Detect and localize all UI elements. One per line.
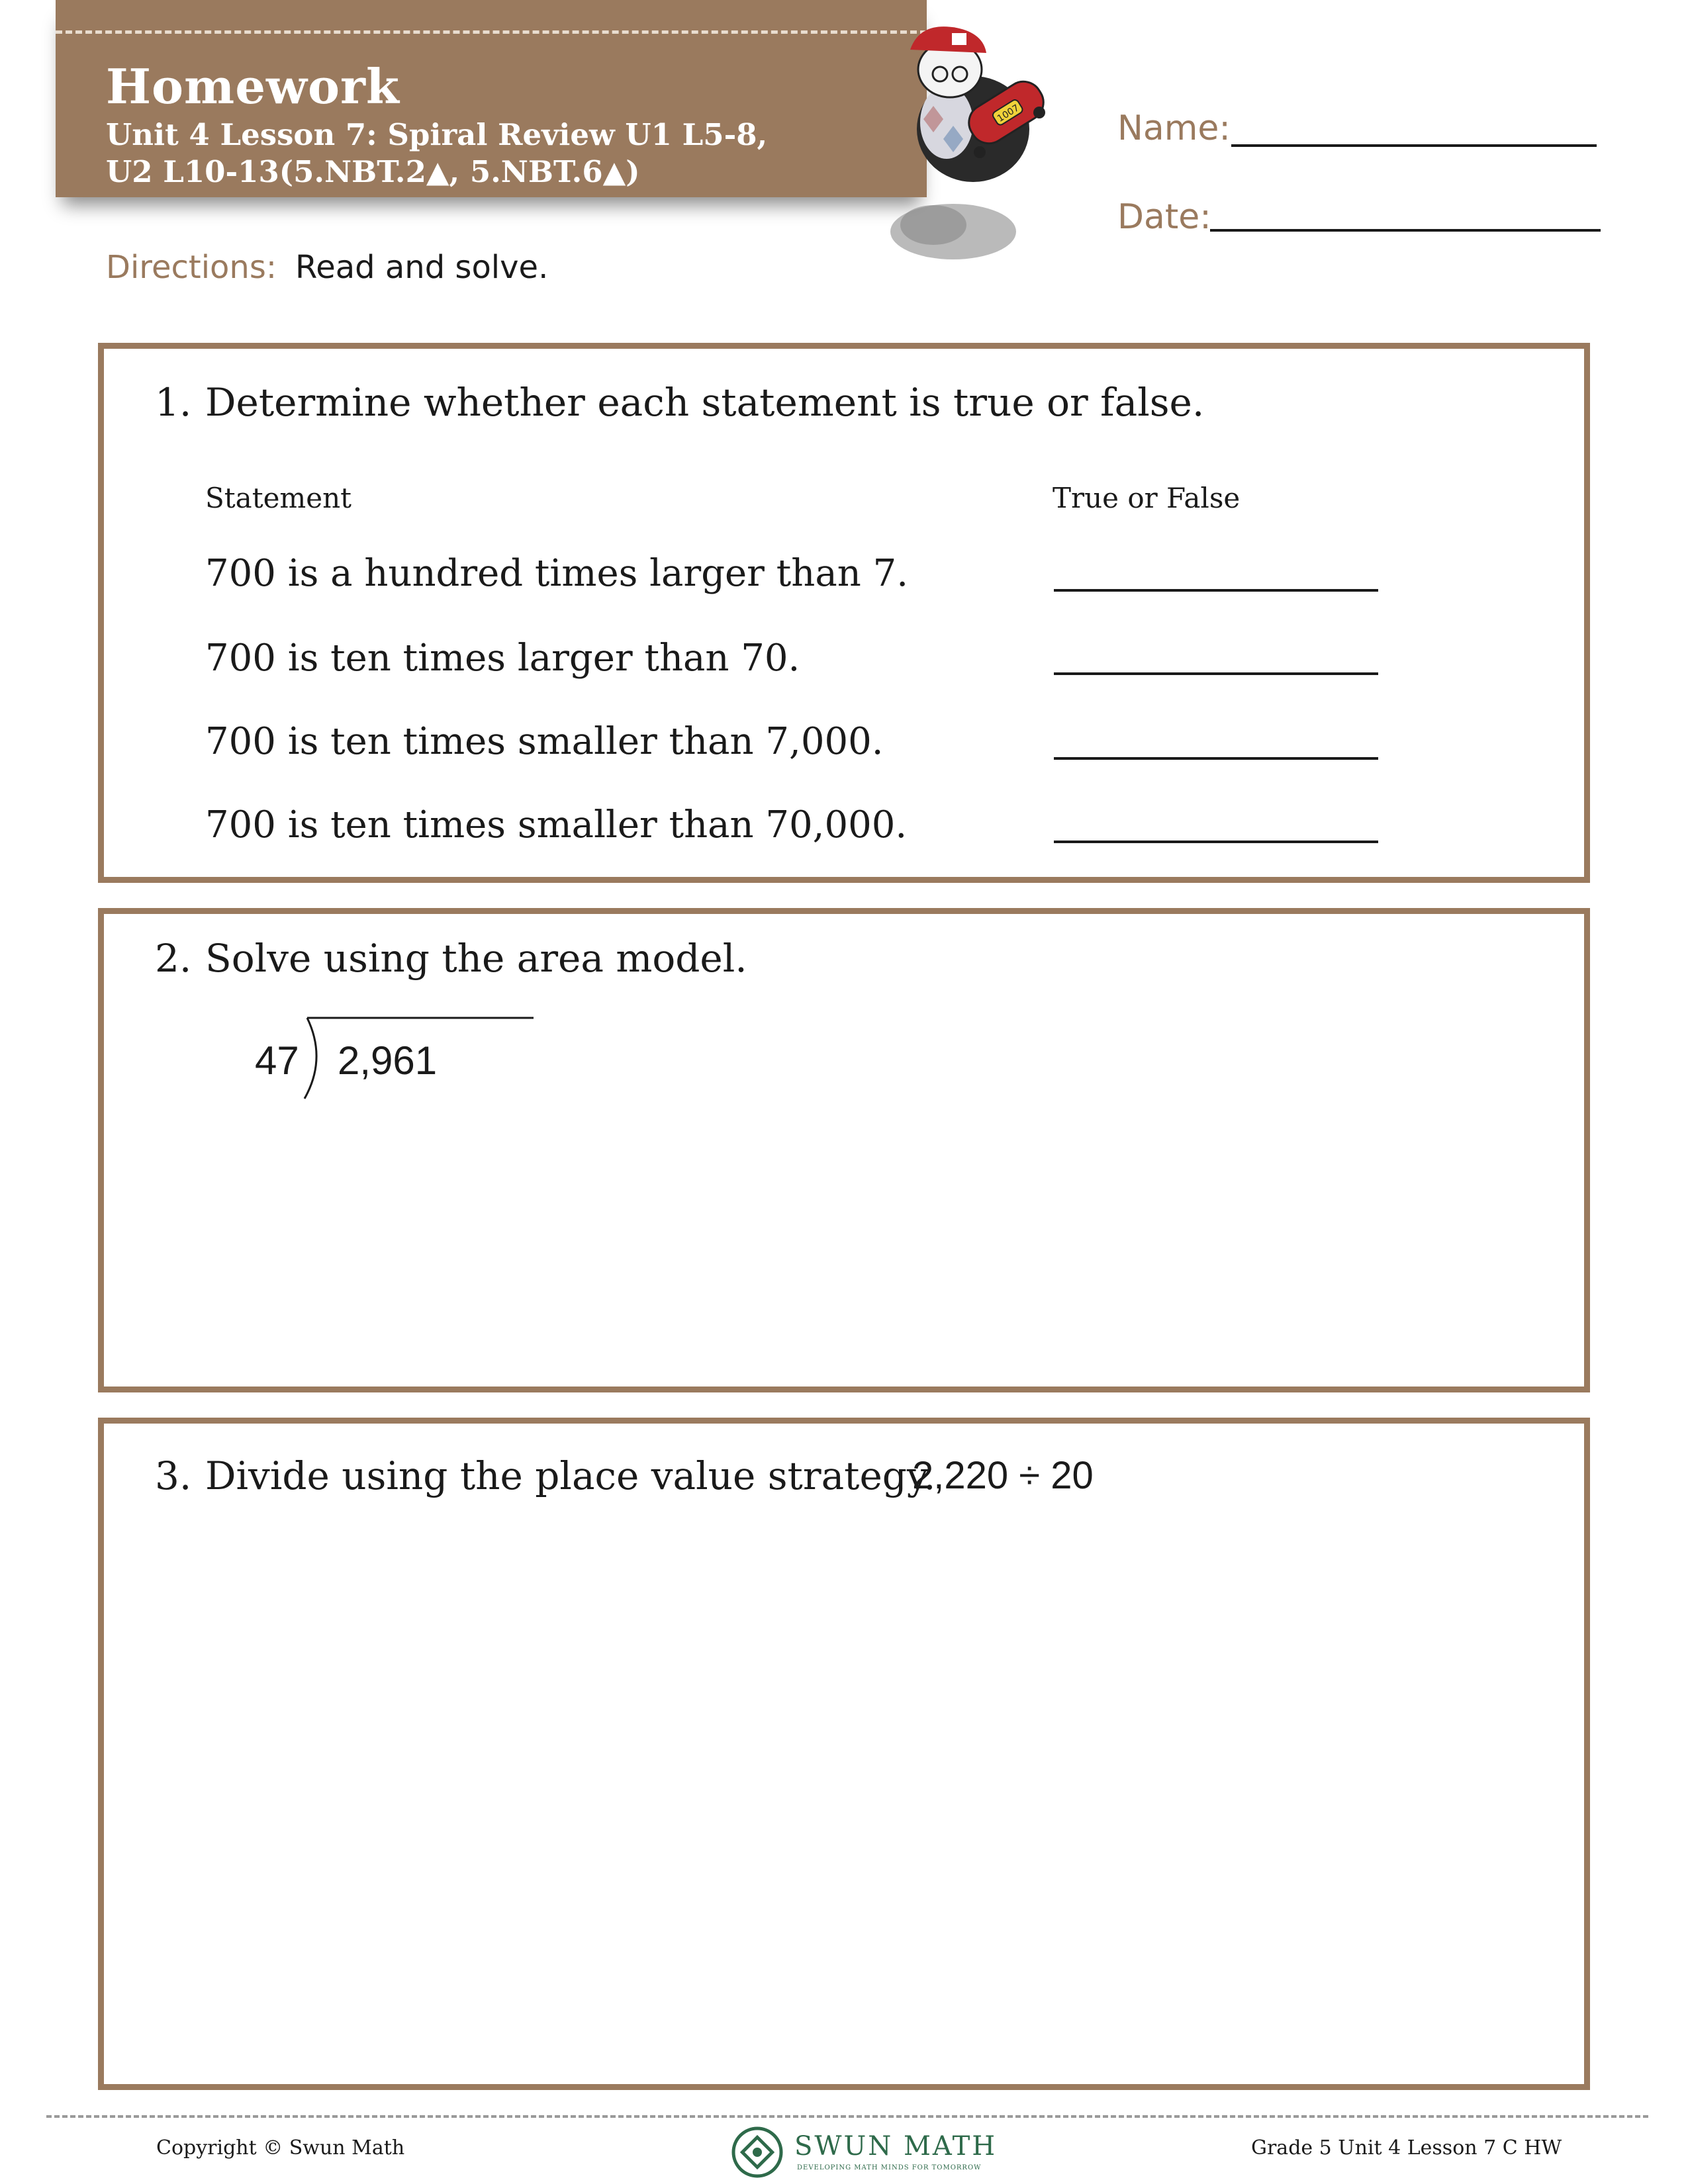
dividend: 2,961: [338, 1038, 438, 1083]
directions-text: Read and solve.: [295, 249, 549, 286]
question-1-prompt: Determine whether each statement is true or false.: [205, 380, 1205, 425]
division-expression: 2,220 ÷ 20: [912, 1454, 1094, 1497]
statement-3: 700 is ten times smaller than 7,000.: [205, 720, 884, 763]
subtitle-line-1: Unit 4 Lesson 7: Spiral Review U1 L5-8,: [106, 117, 768, 152]
question-3-prompt: Divide using the place value strategy.: [205, 1453, 936, 1498]
question-3-box: [98, 1418, 1590, 2090]
name-label: Name:: [1117, 109, 1231, 148]
banner-stitch-line: [56, 30, 927, 34]
page-label: Grade 5 Unit 4 Lesson 7 C HW: [1251, 2136, 1562, 2160]
panda-skateboard-icon: [874, 13, 1072, 265]
footer-divider: [46, 2115, 1648, 2118]
answer-blank-3[interactable]: [1054, 757, 1378, 760]
name-field[interactable]: [1231, 144, 1597, 147]
question-2-prompt: Solve using the area model.: [205, 936, 747, 981]
answer-blank-4[interactable]: [1054, 841, 1378, 843]
answer-column-header: True or False: [1053, 482, 1241, 514]
lesson-subtitle: [106, 116, 920, 191]
date-label: Date:: [1117, 197, 1211, 237]
answer-blank-1[interactable]: [1054, 589, 1378, 592]
subtitle-line-2: U2 L10-13(5.NBT.2▲, 5.NBT.6▲): [106, 154, 640, 189]
answer-blank-2[interactable]: [1054, 672, 1378, 675]
swun-logo-icon: [731, 2126, 784, 2179]
statement-1: 700 is a hundred times larger than 7.: [205, 552, 909, 595]
question-2-number: 2.: [155, 936, 192, 981]
page-title: Homework: [106, 58, 400, 114]
skateboard-label: 1007: [995, 103, 1021, 124]
divisor: 47: [255, 1038, 299, 1083]
statement-column-header: Statement: [205, 482, 352, 514]
statement-4: 700 is ten times smaller than 70,000.: [205, 803, 908, 846]
directions-label: Directions:: [106, 249, 277, 286]
question-3-number: 3.: [155, 1453, 192, 1498]
logo-tagline: DEVELOPING MATH MINDS FOR TOMORROW: [797, 2164, 982, 2171]
question-1-number: 1.: [155, 380, 192, 425]
statement-2: 700 is ten times larger than 70.: [205, 637, 800, 680]
copyright-text: Copyright © Swun Math: [156, 2136, 405, 2160]
logo-wordmark: SWUN MATH: [794, 2131, 998, 2161]
date-field[interactable]: [1210, 229, 1601, 232]
